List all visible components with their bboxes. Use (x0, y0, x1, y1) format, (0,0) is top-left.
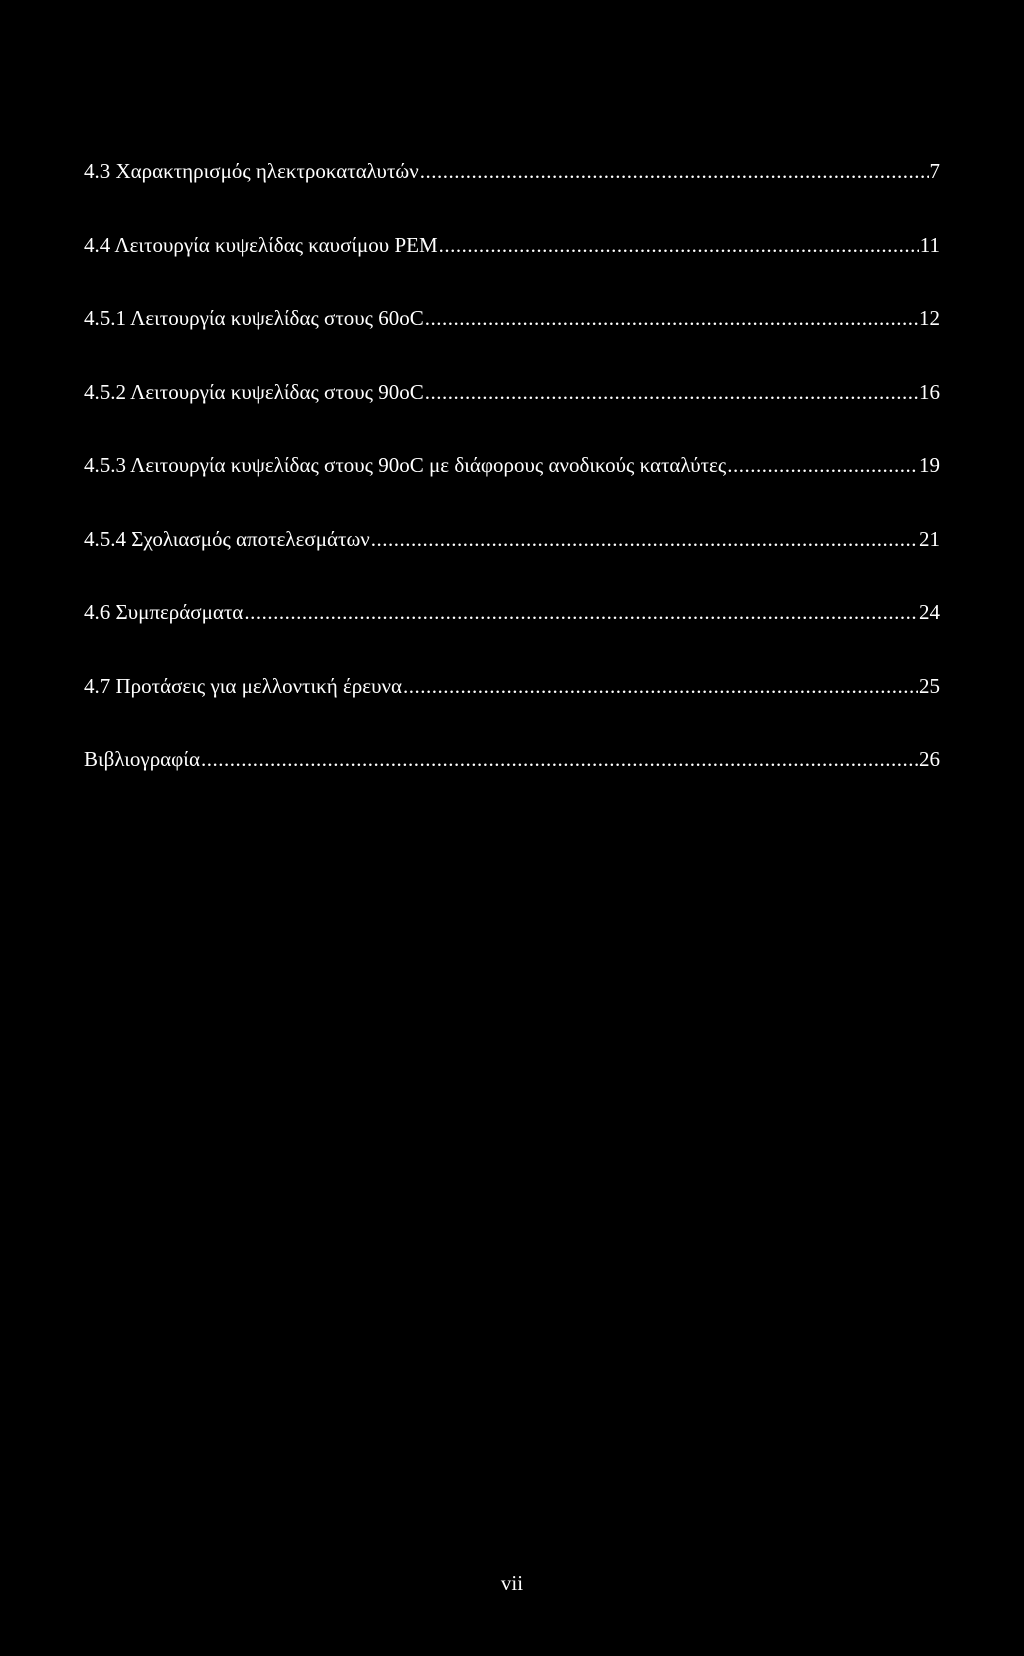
toc-entry-page: 16 (919, 379, 940, 404)
toc-dot-leader (201, 746, 918, 772)
toc-entry-page: 26 (919, 747, 940, 771)
toc-entry[interactable] (84, 379, 940, 453)
toc-entry-title: Βιβλιογραφία (84, 747, 200, 771)
page-number: vii (500, 1571, 524, 1595)
toc-dot-leader (371, 526, 918, 552)
toc-dot-leader (425, 379, 918, 405)
toc-dot-leader (244, 599, 918, 625)
toc-entry[interactable] (84, 305, 940, 379)
toc-dot-leader (403, 673, 918, 699)
toc-entry-title: 4.5.1 Λειτουργία κυψελίδας στους 60oC (84, 306, 424, 330)
toc-entry-page: 21 (919, 526, 940, 551)
toc-dot-leader (420, 158, 929, 184)
toc-entry[interactable] (84, 232, 940, 306)
toc-entry-title: 4.6 Συμπεράσματα (84, 600, 244, 624)
toc-entry[interactable] (84, 673, 940, 747)
toc-entry-page: 19 (919, 453, 940, 477)
toc-entry-page: 11 (919, 232, 940, 257)
toc-entry-title: 4.3 Χαρακτηρισμός ηλεκτροκαταλυτών (84, 159, 419, 183)
toc-dot-leader (425, 305, 918, 331)
toc-entry[interactable] (84, 599, 940, 673)
toc-entry-title: 4.5.4 Σχολιασμός αποτελεσμάτων (84, 526, 370, 551)
toc-entry[interactable] (84, 158, 940, 232)
toc-entry-title: 4.5.2 Λειτουργία κυψελίδας στους 90oC (84, 379, 424, 404)
toc-entry-title: 4.5.3 Λειτουργία κυψελίδας στους 90oC με διάφορους ανοδικούς καταλύτες (84, 453, 727, 477)
toc-entry[interactable] (84, 526, 940, 600)
toc-entry[interactable] (84, 452, 940, 526)
toc-entry-page: 25 (919, 673, 940, 698)
toc-dot-leader (727, 452, 918, 478)
toc-entry-title: 4.4 Λειτουργία κυψελίδας καυσίμου PEM (84, 232, 438, 257)
toc-entry-title: 4.7 Προτάσεις για μελλοντική έρευνα (84, 673, 402, 698)
table-of-contents (84, 158, 940, 820)
toc-entry-page: 7 (929, 159, 940, 183)
toc-entry-page: 24 (919, 600, 940, 624)
toc-entry[interactable] (84, 746, 940, 820)
toc-entry-page: 12 (919, 306, 940, 330)
toc-dot-leader (439, 232, 919, 258)
